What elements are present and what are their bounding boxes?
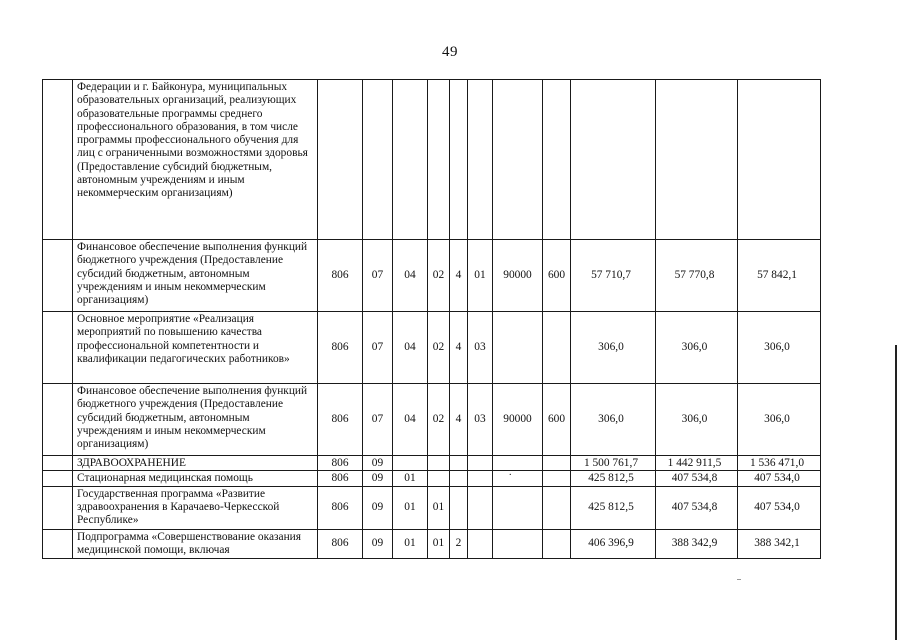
amount-year3-cell: 57 842,1 bbox=[738, 240, 821, 312]
table-row bbox=[43, 486, 821, 529]
csr-event-cell: 03 bbox=[468, 384, 493, 456]
csr-program-cell: 02 bbox=[428, 240, 450, 312]
pr-cell bbox=[393, 456, 428, 471]
blank-cell bbox=[43, 384, 73, 456]
csr-direction-cell: 90000 bbox=[493, 384, 543, 456]
csr-subprogram-cell: 4 bbox=[450, 240, 468, 312]
table-row bbox=[43, 471, 821, 486]
rz-cell: 09 bbox=[363, 471, 393, 486]
amount-year1-cell: 425 812,5 bbox=[571, 471, 656, 486]
csr-event-cell bbox=[468, 486, 493, 529]
ved-cell bbox=[318, 80, 363, 240]
csr-program-cell: 01 bbox=[428, 486, 450, 529]
blank-cell bbox=[43, 240, 73, 312]
csr-subprogram-cell bbox=[450, 486, 468, 529]
csr-subprogram-cell: 4 bbox=[450, 384, 468, 456]
table-row bbox=[43, 312, 821, 384]
amount-year2-cell: 57 770,8 bbox=[656, 240, 738, 312]
csr-direction-cell bbox=[493, 471, 543, 486]
row-name: Финансовое обеспечение выполнения функций бюджетного учреждения (Предоставление субсидий бюджетным, автономным учреждениям и иным некоммерческим организациям) bbox=[73, 240, 318, 312]
csr-direction-cell bbox=[493, 456, 543, 471]
csr-direction-cell bbox=[493, 80, 543, 240]
blank-cell bbox=[43, 312, 73, 384]
table-row bbox=[43, 80, 821, 240]
table-row bbox=[43, 456, 821, 471]
csr-event-cell: 03 bbox=[468, 312, 493, 384]
ved-cell: 806 bbox=[318, 240, 363, 312]
csr-program-cell bbox=[428, 80, 450, 240]
pr-cell: 01 bbox=[393, 471, 428, 486]
amount-year1-cell: 1 500 761,7 bbox=[571, 456, 656, 471]
vr-cell bbox=[543, 486, 571, 529]
ved-cell: 806 bbox=[318, 529, 363, 558]
amount-year1-cell: 425 812,5 bbox=[571, 486, 656, 529]
amount-year3-cell: 388 342,1 bbox=[738, 529, 821, 558]
amount-year3-cell: 1 536 471,0 bbox=[738, 456, 821, 471]
csr-event-cell bbox=[468, 529, 493, 558]
csr-program-cell: 02 bbox=[428, 312, 450, 384]
rz-cell: 09 bbox=[363, 529, 393, 558]
pr-cell: 01 bbox=[393, 486, 428, 529]
rz-cell bbox=[363, 80, 393, 240]
pr-cell: 04 bbox=[393, 240, 428, 312]
amount-year1-cell: 57 710,7 bbox=[571, 240, 656, 312]
ved-cell: 806 bbox=[318, 384, 363, 456]
pr-cell: 04 bbox=[393, 312, 428, 384]
ved-cell: 806 bbox=[318, 486, 363, 529]
csr-program-cell: 01 bbox=[428, 529, 450, 558]
csr-subprogram-cell bbox=[450, 456, 468, 471]
amount-year2-cell: 306,0 bbox=[656, 384, 738, 456]
vr-cell bbox=[543, 529, 571, 558]
rz-cell: 09 bbox=[363, 456, 393, 471]
vr-cell bbox=[543, 456, 571, 471]
row-name: Стационарная медицинская помощь bbox=[73, 471, 318, 486]
row-name: Финансовое обеспечение выполнения функций бюджетного учреждения (Предоставление субсидий бюджетным, автономным учреждениям и иным некоммерческим организациям) bbox=[73, 384, 318, 456]
amount-year2-cell: 407 534,8 bbox=[656, 471, 738, 486]
amount-year2-cell: 1 442 911,5 bbox=[656, 456, 738, 471]
ved-cell: 806 bbox=[318, 312, 363, 384]
ved-cell: 806 bbox=[318, 456, 363, 471]
scan-speck bbox=[737, 579, 741, 580]
table-row bbox=[43, 240, 821, 312]
amount-year1-cell bbox=[571, 80, 656, 240]
amount-year2-cell bbox=[656, 80, 738, 240]
rz-cell: 07 bbox=[363, 384, 393, 456]
pr-cell bbox=[393, 80, 428, 240]
blank-cell bbox=[43, 471, 73, 486]
amount-year3-cell: 306,0 bbox=[738, 384, 821, 456]
rz-cell: 07 bbox=[363, 312, 393, 384]
page-edge-rule bbox=[895, 345, 897, 640]
row-name: ЗДРАВООХРАНЕНИЕ bbox=[73, 456, 318, 471]
amount-year2-cell: 388 342,9 bbox=[656, 529, 738, 558]
amount-year2-cell: 306,0 bbox=[656, 312, 738, 384]
csr-program-cell bbox=[428, 471, 450, 486]
amount-year1-cell: 306,0 bbox=[571, 384, 656, 456]
budget-table bbox=[42, 79, 821, 559]
vr-cell bbox=[543, 471, 571, 486]
csr-direction-cell: 90000 bbox=[493, 240, 543, 312]
csr-program-cell: 02 bbox=[428, 384, 450, 456]
blank-cell bbox=[43, 456, 73, 471]
amount-year3-cell: 407 534,0 bbox=[738, 486, 821, 529]
amount-year1-cell: 306,0 bbox=[571, 312, 656, 384]
csr-subprogram-cell: 2 bbox=[450, 529, 468, 558]
vr-cell bbox=[543, 80, 571, 240]
pr-cell: 04 bbox=[393, 384, 428, 456]
vr-cell: 600 bbox=[543, 240, 571, 312]
blank-cell bbox=[43, 80, 73, 240]
ved-cell: 806 bbox=[318, 471, 363, 486]
csr-subprogram-cell bbox=[450, 80, 468, 240]
csr-direction-cell bbox=[493, 529, 543, 558]
stray-mark: . bbox=[509, 467, 512, 478]
csr-subprogram-cell bbox=[450, 471, 468, 486]
amount-year3-cell: 407 534,0 bbox=[738, 471, 821, 486]
page-number: 49 bbox=[442, 44, 458, 60]
row-name: Основное мероприятие «Реализация мероприятий по повышению качества профессиональной компетентности и квалификации педагогических работников» bbox=[73, 312, 318, 384]
rz-cell: 09 bbox=[363, 486, 393, 529]
row-name: Федерации и г. Байконура, муниципальных образовательных организаций, реализующих образовательные программы среднего профессионального образования, в том числе программы профессионального обучения для лиц с ограниченными возможностями здоровья (Предоставление субсидий бюджетным, автономным учреждениям и иным некоммерческим организациям) bbox=[73, 80, 318, 240]
amount-year1-cell: 406 396,9 bbox=[571, 529, 656, 558]
csr-event-cell bbox=[468, 80, 493, 240]
csr-event-cell: 01 bbox=[468, 240, 493, 312]
amount-year3-cell: 306,0 bbox=[738, 312, 821, 384]
vr-cell: 600 bbox=[543, 384, 571, 456]
csr-subprogram-cell: 4 bbox=[450, 312, 468, 384]
table-row bbox=[43, 384, 821, 456]
csr-direction-cell bbox=[493, 486, 543, 529]
vr-cell bbox=[543, 312, 571, 384]
csr-event-cell bbox=[468, 456, 493, 471]
amount-year2-cell: 407 534,8 bbox=[656, 486, 738, 529]
csr-direction-cell bbox=[493, 312, 543, 384]
pr-cell: 01 bbox=[393, 529, 428, 558]
table-row bbox=[43, 529, 821, 558]
rz-cell: 07 bbox=[363, 240, 393, 312]
blank-cell bbox=[43, 529, 73, 558]
row-name: Подпрограмма «Совершенствование оказания медицинской помощи, включая bbox=[73, 529, 318, 558]
blank-cell bbox=[43, 486, 73, 529]
csr-event-cell bbox=[468, 471, 493, 486]
amount-year3-cell bbox=[738, 80, 821, 240]
csr-program-cell bbox=[428, 456, 450, 471]
row-name: Государственная программа «Развитие здравоохранения в Карачаево-Черкесской Республике» bbox=[73, 486, 318, 529]
